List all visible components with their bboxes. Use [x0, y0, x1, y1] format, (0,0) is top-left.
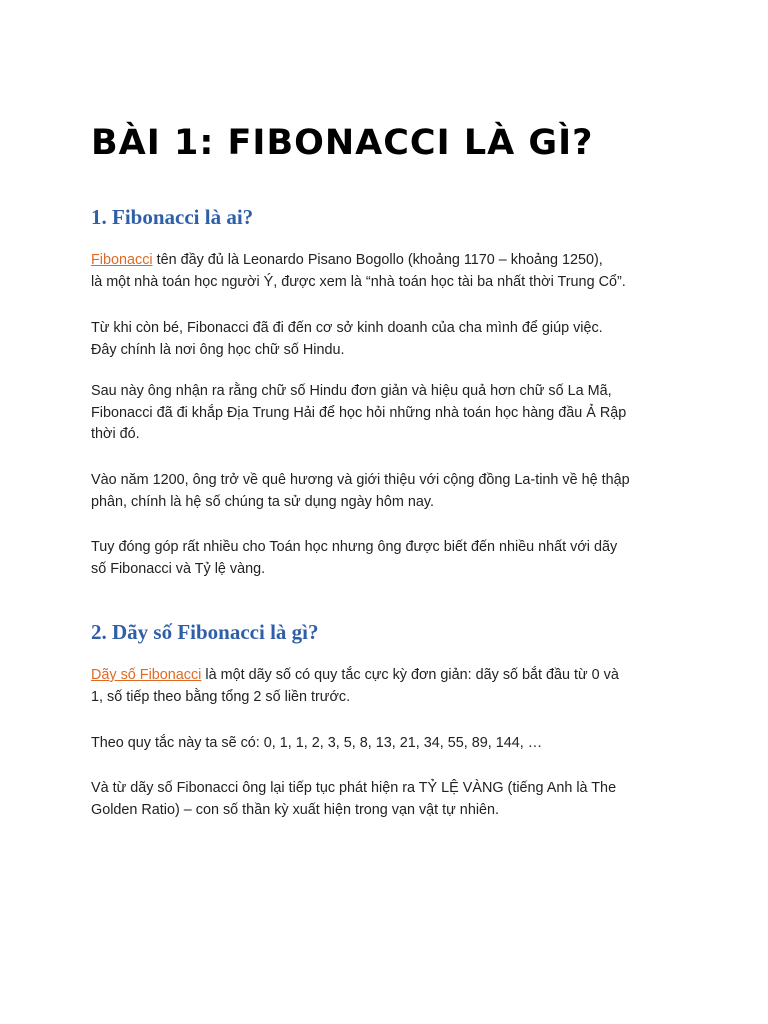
paragraph-childhood: [91, 318, 691, 361]
paragraph-line: số Fibonacci và Tỷ lệ vàng.: [91, 560, 266, 577]
paragraph-line: Từ khi còn bé, Fibonacci đã đi đến cơ sở kinh doanh của cha mình để giúp việc.: [91, 320, 603, 336]
document-title: BÀI 1: FIBONACCI LÀ GÌ?: [91, 123, 594, 163]
paragraph-line: Fibonacci đã đi khắp Địa Trung Hải để học hỏi những nhà toán học hàng đầu Ả Rập: [91, 404, 627, 421]
paragraph-definition: [91, 665, 691, 708]
paragraph-line: phân, chính là hệ số chúng ta sử dụng ngày hôm nay.: [91, 493, 434, 510]
paragraph-line: Tuy đóng góp rất nhiều cho Toán học nhưng ông được biết đến nhiều nhất với dãy: [91, 539, 618, 555]
fibonacci-sequence-link[interactable]: Dãy số Fibonacci: [91, 667, 202, 683]
paragraph-line: Vào năm 1200, ông trở về quê hương và giới thiệu với cộng đồng La-tinh về hệ thập: [91, 472, 630, 488]
fibonacci-link[interactable]: Fibonacci: [91, 252, 153, 268]
paragraph-line: Đây chính là nơi ông học chữ số Hindu.: [91, 341, 345, 358]
section-heading-who: 1. Fibonacci là ai?: [91, 205, 254, 229]
paragraph-line: [91, 665, 691, 687]
paragraph-line: Theo quy tắc này ta sẽ có: 0, 1, 1, 2, 3, 5, 8, 13, 21, 34, 55, 89, 144, …: [91, 735, 543, 751]
paragraph-travels: [91, 381, 691, 446]
paragraph-line: là một nhà toán học người Ý, được xem là “nhà toán học tài ba nhất thời Trung Cổ”.: [91, 273, 626, 290]
paragraph-line: Và từ dãy số Fibonacci ông lại tiếp tục phát hiện ra TỶ LỆ VÀNG (tiếng Anh là The: [91, 780, 617, 796]
paragraph-line: [91, 250, 691, 272]
paragraph-sequence-example: [91, 733, 691, 755]
paragraph-text: tên đầy đủ là Leonardo Pisano Bogollo (khoảng 1170 – khoảng 1250),: [152, 252, 603, 268]
paragraph-line: thời đó.: [91, 426, 140, 442]
paragraph-line: 1, số tiếp theo bằng tổng 2 số liền trước.: [91, 688, 351, 705]
paragraph-golden-ratio: [91, 778, 691, 821]
paragraph-return: [91, 470, 691, 513]
section-heading-sequence: 2. Dãy số Fibonacci là gì?: [91, 620, 319, 644]
paragraph-line: Sau này ông nhận ra rằng chữ số Hindu đơn giản và hiệu quả hơn chữ số La Mã,: [91, 383, 612, 399]
paragraph-text: là một dãy số có quy tắc cực kỳ đơn giản: dãy số bắt đầu từ 0 và: [201, 667, 619, 683]
paragraph-line: Golden Ratio) – con số thần kỳ xuất hiện trong vạn vật tự nhiên.: [91, 801, 500, 818]
paragraph-intro: [91, 250, 691, 293]
paragraph-contribution: [91, 537, 691, 580]
